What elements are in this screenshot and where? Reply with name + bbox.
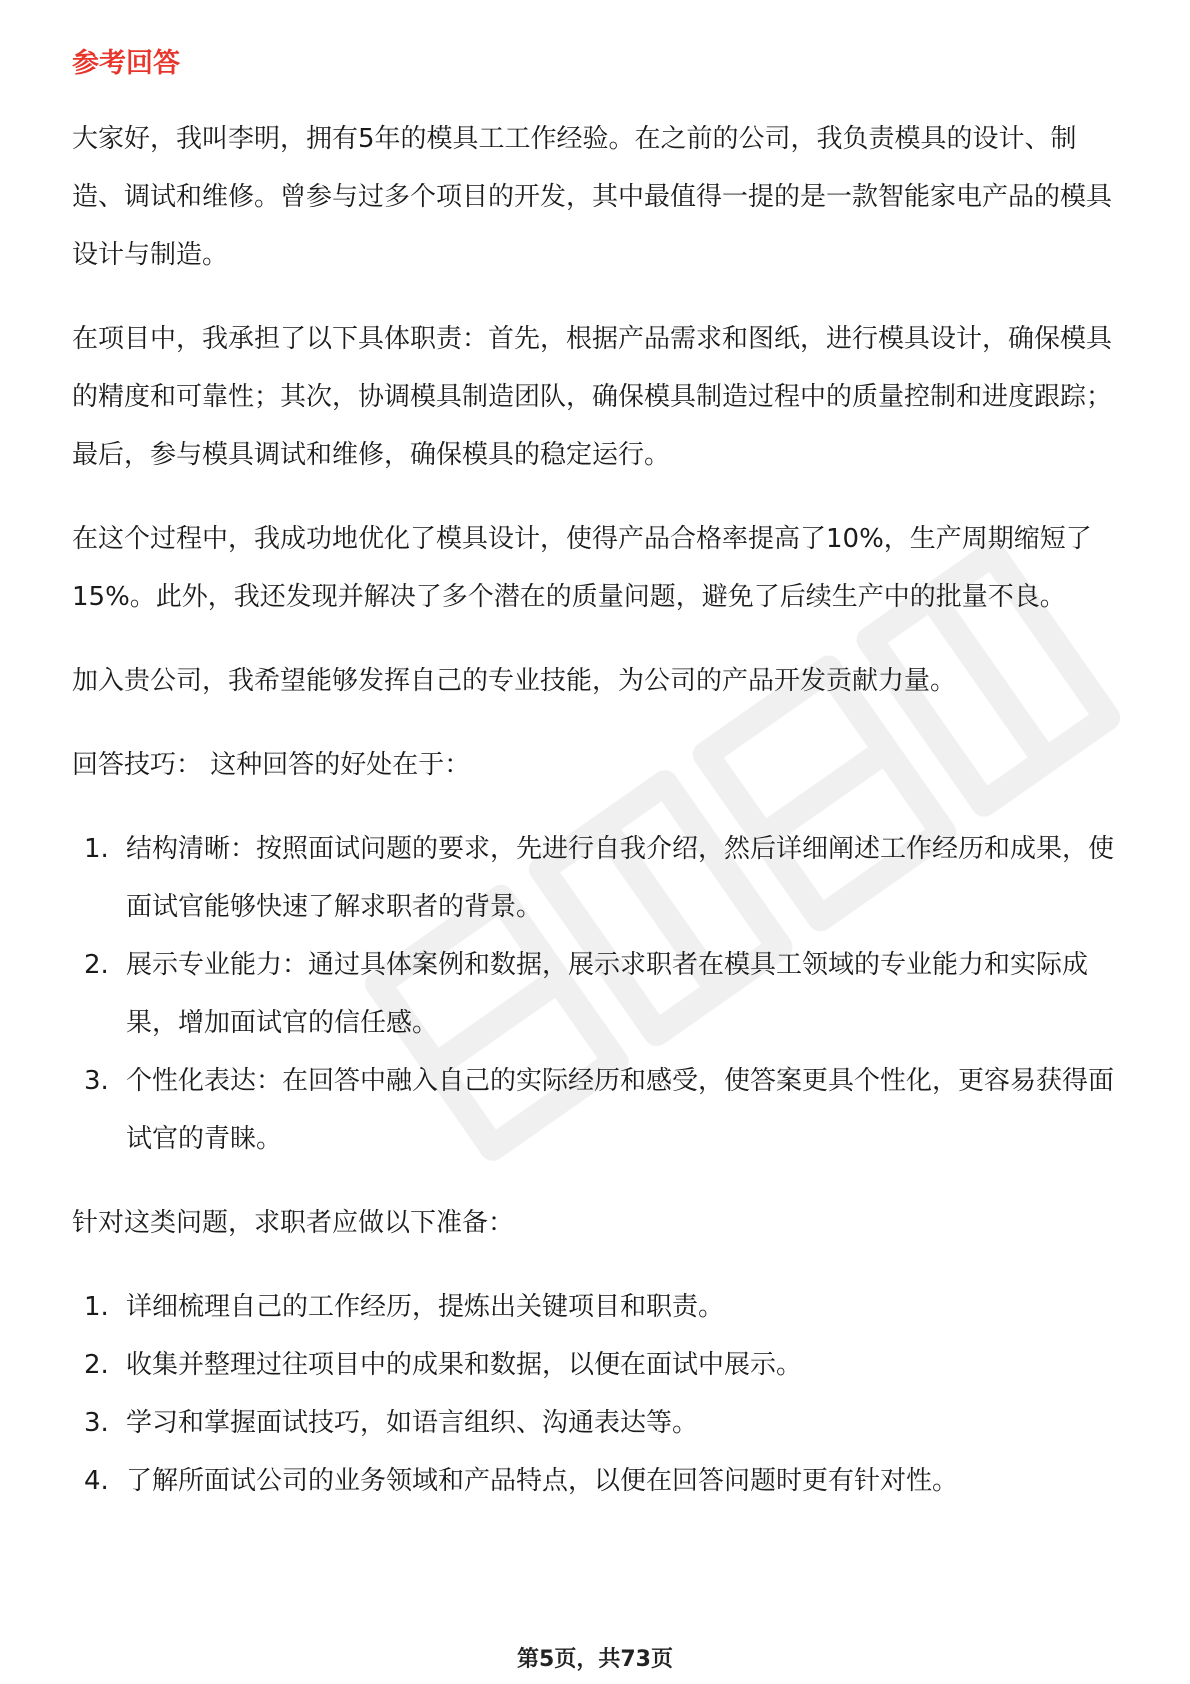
list-item [72, 820, 1122, 936]
tips-list [72, 820, 1122, 1168]
list-text: 了解所面试公司的业务领域和产品特点，以便在回答问题时更有针对性。 [126, 1466, 959, 1496]
paragraph: 大家好，我叫李明，拥有5年的模具工工作经验。在之前的公司，我负责模具的设计、制造、调试和维修。曾参与过多个项目的开发，其中最值得一提的是一款智能家电产品的模具设计与制造。 [72, 124, 1113, 270]
list-text: 结构清晰：按照面试问题的要求，先进行自我介绍，然后详细阐述工作经历和成果，使面试官能够快速了解求职者的背景。 [126, 834, 1115, 922]
list-number: 1. [84, 834, 109, 864]
paragraph: 在项目中，我承担了以下具体职责：首先，根据产品需求和图纸，进行模具设计，确保模具的精度和可靠性；其次，协调模具制造团队，确保模具制造过程中的质量控制和进度跟踪；最后，参与模具调试和维修，确保模具的稳定运行。 [72, 324, 1113, 470]
document-body [72, 44, 1122, 1536]
page-footer: 第5页，共73页 [517, 1647, 673, 1672]
list-number: 3. [84, 1408, 109, 1438]
list-item [72, 1394, 1122, 1452]
list-text: 详细梳理自己的工作经历，提炼出关键项目和职责。 [126, 1292, 725, 1322]
list-item [72, 1336, 1122, 1394]
list-number: 4. [84, 1466, 109, 1496]
paragraph: 加入贵公司，我希望能够发挥自己的专业技能，为公司的产品开发贡献力量。 [72, 666, 957, 696]
list-text: 个性化表达：在回答中融入自己的实际经历和感受，使答案更具个性化，更容易获得面试官的青睐。 [126, 1066, 1115, 1154]
list-item [72, 1452, 1122, 1510]
list-number: 2. [84, 950, 109, 980]
list-item [72, 936, 1122, 1052]
list-item [72, 1052, 1122, 1168]
prep-list [72, 1278, 1122, 1510]
list-number: 1. [84, 1292, 109, 1322]
section-heading: 参考回答 [72, 48, 180, 79]
prep-intro: 针对这类问题，求职者应做以下准备： [72, 1208, 515, 1238]
list-text: 收集并整理过往项目中的成果和数据，以便在面试中展示。 [126, 1350, 803, 1380]
list-number: 3. [84, 1066, 109, 1096]
paragraph: 在这个过程中，我成功地优化了模具设计，使得产品合格率提高了10%，生产周期缩短了15%。此外，我还发现并解决了多个潜在的质量问题，避免了后续生产中的批量不良。 [72, 524, 1092, 612]
list-item [72, 1278, 1122, 1336]
list-text: 学习和掌握面试技巧，如语言组织、沟通表达等。 [126, 1408, 699, 1438]
list-text: 展示专业能力：通过具体案例和数据，展示求职者在模具工领域的专业能力和实际成果，增加面试官的信任感。 [126, 950, 1089, 1038]
list-number: 2. [84, 1350, 109, 1380]
tips-intro: 回答技巧： 这种回答的好处在于： [72, 750, 471, 780]
